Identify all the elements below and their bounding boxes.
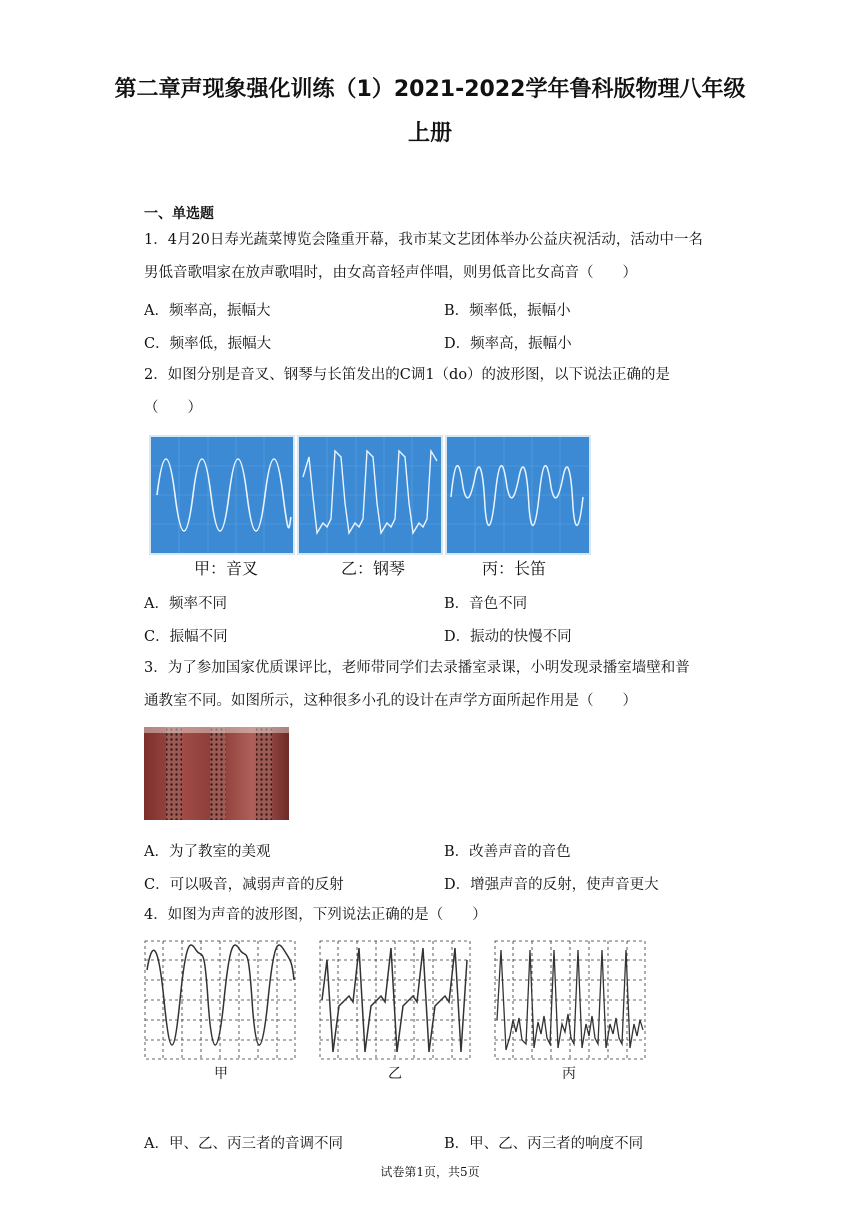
- perforated-wall-photo: [144, 727, 289, 820]
- q2-option-b[interactable]: B．音色不同: [444, 596, 528, 612]
- question-2-text: 2．如图分别是音叉、钢琴与长笛发出的C调1（do）的波形图，以下说法正确的是（ ）: [144, 367, 671, 416]
- q2-option-a[interactable]: A．频率不同: [144, 596, 227, 612]
- q3-option-a[interactable]: A．为了教室的美观: [144, 844, 271, 860]
- caption-jia: 甲: [214, 1066, 228, 1082]
- q3-option-c[interactable]: C．可以吸音，减弱声音的反射: [144, 877, 344, 893]
- caption-tuning-fork: 甲：音叉: [194, 559, 259, 578]
- waveform-grid-bing: [494, 940, 646, 1060]
- q4-option-b[interactable]: B．甲、乙、丙三者的响度不同: [444, 1136, 644, 1152]
- question-4-text: 4．如图为声音的波形图，下列说法正确的是（ ）: [144, 907, 487, 923]
- q2-option-d[interactable]: D．振动的快慢不同: [444, 629, 572, 645]
- q1-option-d[interactable]: D．频率高，振幅小: [444, 336, 572, 352]
- section-heading: 一、单选题: [144, 206, 214, 222]
- q3-option-d[interactable]: D．增强声音的反射，使声音更大: [444, 877, 659, 893]
- q4-option-a[interactable]: A．甲、乙、丙三者的音调不同: [144, 1136, 343, 1152]
- waveform-grid-jia: [144, 940, 296, 1060]
- caption-flute: 丙：长笛: [482, 559, 547, 578]
- oscilloscope-piano: [297, 435, 443, 555]
- waveform-grid-yi: [319, 940, 471, 1060]
- q2-option-c[interactable]: C．振幅不同: [144, 629, 228, 645]
- waveform-piano: [299, 437, 441, 553]
- q1-option-c[interactable]: C．频率低，振幅大: [144, 336, 272, 352]
- q3-option-b[interactable]: B．改善声音的音色: [444, 844, 571, 860]
- caption-bing: 丙: [562, 1066, 576, 1082]
- caption-piano: 乙：钢琴: [341, 559, 406, 578]
- q1-option-b[interactable]: B．频率低，振幅小: [444, 303, 571, 319]
- waveform-flute: [447, 437, 589, 553]
- page-footer: 试卷第1页，共5页: [380, 1165, 480, 1179]
- oscilloscope-flute: [445, 435, 591, 555]
- question-1-text: 1．4月20日寿光蔬菜博览会隆重开幕，我市某文艺团体举办公益庆祝活动，活动中一名男低音歌唱家在放声歌唱时，由女高音轻声伴唱，则男低音比女高音（ ）: [144, 232, 703, 281]
- caption-yi: 乙: [388, 1066, 402, 1082]
- oscilloscope-tuning-fork: [149, 435, 295, 555]
- q1-option-a[interactable]: A．频率高，振幅大: [144, 303, 271, 319]
- waveform-tuning-fork: [151, 437, 293, 553]
- question-3-text: 3．为了参加国家优质课评比，老师带同学们去录播室录课，小明发现录播室墙壁和普通教室不同。如图所示，这种很多小孔的设计在声学方面所起作用是（ ）: [144, 660, 690, 709]
- page-title: 第二章声现象强化训练（1）2021-2022学年鲁科版物理八年级上册: [114, 77, 746, 146]
